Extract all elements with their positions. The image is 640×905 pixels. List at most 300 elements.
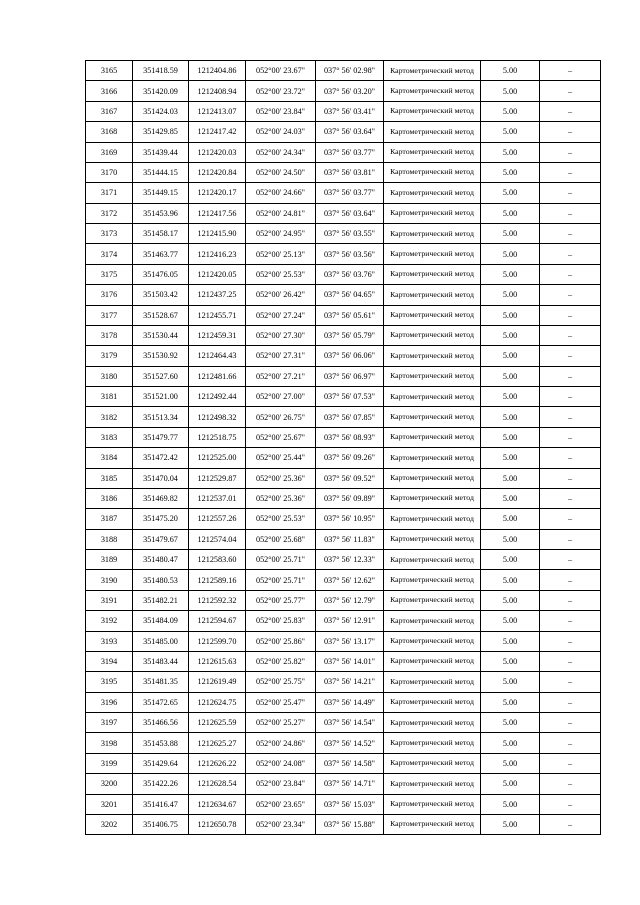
longitude-cell: 037° 56' 06.97" bbox=[316, 366, 384, 386]
table-row bbox=[86, 590, 601, 610]
note-cell: – bbox=[540, 651, 601, 671]
table-row bbox=[86, 142, 601, 162]
longitude-cell: 037° 56' 14.01" bbox=[316, 651, 384, 671]
note-cell: – bbox=[540, 427, 601, 447]
longitude-cell: 037° 56' 14.21" bbox=[316, 672, 384, 692]
note-cell: – bbox=[540, 81, 601, 101]
coordinate-table bbox=[85, 60, 601, 835]
y-coordinate-cell: 1212557.26 bbox=[189, 509, 246, 529]
latitude-cell: 052°00' 25.68" bbox=[246, 529, 316, 549]
method-cell: Картометрический метод bbox=[384, 448, 481, 468]
table-row bbox=[86, 713, 601, 733]
latitude-cell: 052°00' 25.27" bbox=[246, 713, 316, 733]
latitude-cell: 052°00' 24.81" bbox=[246, 203, 316, 223]
precision-cell: 5.00 bbox=[481, 631, 540, 651]
point-number-cell: 3169 bbox=[86, 142, 133, 162]
precision-cell: 5.00 bbox=[481, 101, 540, 121]
note-cell: – bbox=[540, 346, 601, 366]
note-cell: – bbox=[540, 122, 601, 142]
x-coordinate-cell: 351483.44 bbox=[133, 651, 189, 671]
longitude-cell: 037° 56' 03.77" bbox=[316, 183, 384, 203]
table-row bbox=[86, 651, 601, 671]
latitude-cell: 052°00' 25.36" bbox=[246, 488, 316, 508]
precision-cell: 5.00 bbox=[481, 611, 540, 631]
method-cell: Картометрический метод bbox=[384, 101, 481, 121]
latitude-cell: 052°00' 24.03" bbox=[246, 122, 316, 142]
precision-cell: 5.00 bbox=[481, 305, 540, 325]
x-coordinate-cell: 351469.82 bbox=[133, 488, 189, 508]
method-cell: Картометрический метод bbox=[384, 305, 481, 325]
note-cell: – bbox=[540, 590, 601, 610]
y-coordinate-cell: 1212498.32 bbox=[189, 407, 246, 427]
coordinate-table-page bbox=[85, 60, 600, 835]
x-coordinate-cell: 351406.75 bbox=[133, 814, 189, 834]
latitude-cell: 052°00' 25.67" bbox=[246, 427, 316, 447]
method-cell: Картометрический метод bbox=[384, 203, 481, 223]
precision-cell: 5.00 bbox=[481, 672, 540, 692]
y-coordinate-cell: 1212404.86 bbox=[189, 61, 246, 81]
method-cell: Картометрический метод bbox=[384, 142, 481, 162]
y-coordinate-cell: 1212420.17 bbox=[189, 183, 246, 203]
x-coordinate-cell: 351530.44 bbox=[133, 325, 189, 345]
point-number-cell: 3175 bbox=[86, 264, 133, 284]
latitude-cell: 052°00' 27.30" bbox=[246, 325, 316, 345]
precision-cell: 5.00 bbox=[481, 203, 540, 223]
precision-cell: 5.00 bbox=[481, 366, 540, 386]
latitude-cell: 052°00' 23.72" bbox=[246, 81, 316, 101]
precision-cell: 5.00 bbox=[481, 162, 540, 182]
point-number-cell: 3195 bbox=[86, 672, 133, 692]
table-row bbox=[86, 427, 601, 447]
x-coordinate-cell: 351453.88 bbox=[133, 733, 189, 753]
note-cell: – bbox=[540, 366, 601, 386]
precision-cell: 5.00 bbox=[481, 651, 540, 671]
y-coordinate-cell: 1212619.49 bbox=[189, 672, 246, 692]
precision-cell: 5.00 bbox=[481, 264, 540, 284]
longitude-cell: 037° 56' 12.91" bbox=[316, 611, 384, 631]
note-cell: – bbox=[540, 101, 601, 121]
precision-cell: 5.00 bbox=[481, 224, 540, 244]
y-coordinate-cell: 1212416.23 bbox=[189, 244, 246, 264]
note-cell: – bbox=[540, 672, 601, 692]
note-cell: – bbox=[540, 550, 601, 570]
method-cell: Картометрический метод bbox=[384, 61, 481, 81]
longitude-cell: 037° 56' 03.64" bbox=[316, 203, 384, 223]
precision-cell: 5.00 bbox=[481, 142, 540, 162]
table-row bbox=[86, 183, 601, 203]
latitude-cell: 052°00' 27.21" bbox=[246, 366, 316, 386]
y-coordinate-cell: 1212589.16 bbox=[189, 570, 246, 590]
latitude-cell: 052°00' 25.71" bbox=[246, 550, 316, 570]
method-cell: Картометрический метод bbox=[384, 407, 481, 427]
note-cell: – bbox=[540, 692, 601, 712]
precision-cell: 5.00 bbox=[481, 61, 540, 81]
coordinate-table-body bbox=[86, 61, 601, 835]
table-row bbox=[86, 550, 601, 570]
table-row bbox=[86, 244, 601, 264]
latitude-cell: 052°00' 25.75" bbox=[246, 672, 316, 692]
y-coordinate-cell: 1212459.31 bbox=[189, 325, 246, 345]
point-number-cell: 3192 bbox=[86, 611, 133, 631]
y-coordinate-cell: 1212650.78 bbox=[189, 814, 246, 834]
latitude-cell: 052°00' 27.24" bbox=[246, 305, 316, 325]
method-cell: Картометрический метод bbox=[384, 713, 481, 733]
note-cell: – bbox=[540, 774, 601, 794]
point-number-cell: 3191 bbox=[86, 590, 133, 610]
table-row bbox=[86, 387, 601, 407]
point-number-cell: 3165 bbox=[86, 61, 133, 81]
x-coordinate-cell: 351530.92 bbox=[133, 346, 189, 366]
y-coordinate-cell: 1212594.67 bbox=[189, 611, 246, 631]
x-coordinate-cell: 351503.42 bbox=[133, 285, 189, 305]
longitude-cell: 037° 56' 15.03" bbox=[316, 794, 384, 814]
method-cell: Картометрический метод bbox=[384, 529, 481, 549]
method-cell: Картометрический метод bbox=[384, 183, 481, 203]
y-coordinate-cell: 1212420.03 bbox=[189, 142, 246, 162]
note-cell: – bbox=[540, 325, 601, 345]
table-row bbox=[86, 692, 601, 712]
table-row bbox=[86, 733, 601, 753]
y-coordinate-cell: 1212415.90 bbox=[189, 224, 246, 244]
note-cell: – bbox=[540, 468, 601, 488]
note-cell: – bbox=[540, 794, 601, 814]
point-number-cell: 3180 bbox=[86, 366, 133, 386]
latitude-cell: 052°00' 23.84" bbox=[246, 774, 316, 794]
y-coordinate-cell: 1212417.42 bbox=[189, 122, 246, 142]
note-cell: – bbox=[540, 407, 601, 427]
y-coordinate-cell: 1212628.54 bbox=[189, 774, 246, 794]
table-row bbox=[86, 631, 601, 651]
latitude-cell: 052°00' 27.31" bbox=[246, 346, 316, 366]
y-coordinate-cell: 1212583.60 bbox=[189, 550, 246, 570]
note-cell: – bbox=[540, 61, 601, 81]
method-cell: Картометрический метод bbox=[384, 814, 481, 834]
precision-cell: 5.00 bbox=[481, 529, 540, 549]
x-coordinate-cell: 351528.67 bbox=[133, 305, 189, 325]
longitude-cell: 037° 56' 07.53" bbox=[316, 387, 384, 407]
longitude-cell: 037° 56' 11.83" bbox=[316, 529, 384, 549]
note-cell: – bbox=[540, 203, 601, 223]
longitude-cell: 037° 56' 12.33" bbox=[316, 550, 384, 570]
y-coordinate-cell: 1212624.75 bbox=[189, 692, 246, 712]
x-coordinate-cell: 351484.09 bbox=[133, 611, 189, 631]
x-coordinate-cell: 351480.47 bbox=[133, 550, 189, 570]
latitude-cell: 052°00' 23.34" bbox=[246, 814, 316, 834]
point-number-cell: 3198 bbox=[86, 733, 133, 753]
point-number-cell: 3186 bbox=[86, 488, 133, 508]
x-coordinate-cell: 351420.09 bbox=[133, 81, 189, 101]
note-cell: – bbox=[540, 733, 601, 753]
method-cell: Картометрический метод bbox=[384, 325, 481, 345]
table-row bbox=[86, 203, 601, 223]
longitude-cell: 037° 56' 03.76" bbox=[316, 264, 384, 284]
method-cell: Картометрический метод bbox=[384, 774, 481, 794]
note-cell: – bbox=[540, 509, 601, 529]
y-coordinate-cell: 1212420.05 bbox=[189, 264, 246, 284]
x-coordinate-cell: 351485.00 bbox=[133, 631, 189, 651]
point-number-cell: 3200 bbox=[86, 774, 133, 794]
method-cell: Картометрический метод bbox=[384, 590, 481, 610]
table-row bbox=[86, 305, 601, 325]
precision-cell: 5.00 bbox=[481, 570, 540, 590]
longitude-cell: 037° 56' 05.79" bbox=[316, 325, 384, 345]
note-cell: – bbox=[540, 183, 601, 203]
precision-cell: 5.00 bbox=[481, 285, 540, 305]
precision-cell: 5.00 bbox=[481, 325, 540, 345]
y-coordinate-cell: 1212615.63 bbox=[189, 651, 246, 671]
method-cell: Картометрический метод bbox=[384, 244, 481, 264]
method-cell: Картометрический метод bbox=[384, 753, 481, 773]
latitude-cell: 052°00' 24.66" bbox=[246, 183, 316, 203]
latitude-cell: 052°00' 24.34" bbox=[246, 142, 316, 162]
table-row bbox=[86, 570, 601, 590]
table-row bbox=[86, 468, 601, 488]
table-row bbox=[86, 529, 601, 549]
latitude-cell: 052°00' 25.44" bbox=[246, 448, 316, 468]
note-cell: – bbox=[540, 305, 601, 325]
x-coordinate-cell: 351416.47 bbox=[133, 794, 189, 814]
method-cell: Картометрический метод bbox=[384, 651, 481, 671]
x-coordinate-cell: 351480.53 bbox=[133, 570, 189, 590]
longitude-cell: 037° 56' 03.41" bbox=[316, 101, 384, 121]
longitude-cell: 037° 56' 13.17" bbox=[316, 631, 384, 651]
longitude-cell: 037° 56' 09.89" bbox=[316, 488, 384, 508]
x-coordinate-cell: 351481.35 bbox=[133, 672, 189, 692]
point-number-cell: 3173 bbox=[86, 224, 133, 244]
x-coordinate-cell: 351458.17 bbox=[133, 224, 189, 244]
table-row bbox=[86, 407, 601, 427]
precision-cell: 5.00 bbox=[481, 407, 540, 427]
x-coordinate-cell: 351472.65 bbox=[133, 692, 189, 712]
x-coordinate-cell: 351424.03 bbox=[133, 101, 189, 121]
point-number-cell: 3189 bbox=[86, 550, 133, 570]
longitude-cell: 037° 56' 09.52" bbox=[316, 468, 384, 488]
latitude-cell: 052°00' 23.67" bbox=[246, 61, 316, 81]
y-coordinate-cell: 1212626.22 bbox=[189, 753, 246, 773]
table-row bbox=[86, 509, 601, 529]
method-cell: Картометрический метод bbox=[384, 81, 481, 101]
latitude-cell: 052°00' 24.95" bbox=[246, 224, 316, 244]
y-coordinate-cell: 1212529.87 bbox=[189, 468, 246, 488]
y-coordinate-cell: 1212599.70 bbox=[189, 631, 246, 651]
method-cell: Картометрический метод bbox=[384, 285, 481, 305]
point-number-cell: 3201 bbox=[86, 794, 133, 814]
longitude-cell: 037° 56' 03.81" bbox=[316, 162, 384, 182]
point-number-cell: 3199 bbox=[86, 753, 133, 773]
latitude-cell: 052°00' 25.53" bbox=[246, 509, 316, 529]
longitude-cell: 037° 56' 03.20" bbox=[316, 81, 384, 101]
y-coordinate-cell: 1212455.71 bbox=[189, 305, 246, 325]
note-cell: – bbox=[540, 387, 601, 407]
latitude-cell: 052°00' 25.77" bbox=[246, 590, 316, 610]
precision-cell: 5.00 bbox=[481, 814, 540, 834]
longitude-cell: 037° 56' 14.58" bbox=[316, 753, 384, 773]
method-cell: Картометрический метод bbox=[384, 162, 481, 182]
latitude-cell: 052°00' 25.82" bbox=[246, 651, 316, 671]
method-cell: Картометрический метод bbox=[384, 550, 481, 570]
x-coordinate-cell: 351444.15 bbox=[133, 162, 189, 182]
table-row bbox=[86, 488, 601, 508]
precision-cell: 5.00 bbox=[481, 427, 540, 447]
latitude-cell: 052°00' 24.08" bbox=[246, 753, 316, 773]
point-number-cell: 3182 bbox=[86, 407, 133, 427]
longitude-cell: 037° 56' 14.49" bbox=[316, 692, 384, 712]
point-number-cell: 3190 bbox=[86, 570, 133, 590]
longitude-cell: 037° 56' 14.71" bbox=[316, 774, 384, 794]
latitude-cell: 052°00' 25.13" bbox=[246, 244, 316, 264]
y-coordinate-cell: 1212417.56 bbox=[189, 203, 246, 223]
point-number-cell: 3174 bbox=[86, 244, 133, 264]
longitude-cell: 037° 56' 09.26" bbox=[316, 448, 384, 468]
point-number-cell: 3194 bbox=[86, 651, 133, 671]
precision-cell: 5.00 bbox=[481, 468, 540, 488]
note-cell: – bbox=[540, 611, 601, 631]
latitude-cell: 052°00' 25.53" bbox=[246, 264, 316, 284]
x-coordinate-cell: 351527.60 bbox=[133, 366, 189, 386]
point-number-cell: 3196 bbox=[86, 692, 133, 712]
y-coordinate-cell: 1212525.00 bbox=[189, 448, 246, 468]
note-cell: – bbox=[540, 488, 601, 508]
note-cell: – bbox=[540, 142, 601, 162]
longitude-cell: 037° 56' 05.61" bbox=[316, 305, 384, 325]
table-row bbox=[86, 611, 601, 631]
y-coordinate-cell: 1212625.59 bbox=[189, 713, 246, 733]
latitude-cell: 052°00' 25.47" bbox=[246, 692, 316, 712]
point-number-cell: 3170 bbox=[86, 162, 133, 182]
y-coordinate-cell: 1212625.27 bbox=[189, 733, 246, 753]
y-coordinate-cell: 1212492.44 bbox=[189, 387, 246, 407]
point-number-cell: 3177 bbox=[86, 305, 133, 325]
point-number-cell: 3202 bbox=[86, 814, 133, 834]
precision-cell: 5.00 bbox=[481, 448, 540, 468]
point-number-cell: 3188 bbox=[86, 529, 133, 549]
latitude-cell: 052°00' 25.83" bbox=[246, 611, 316, 631]
precision-cell: 5.00 bbox=[481, 774, 540, 794]
note-cell: – bbox=[540, 814, 601, 834]
note-cell: – bbox=[540, 713, 601, 733]
precision-cell: 5.00 bbox=[481, 346, 540, 366]
x-coordinate-cell: 351463.77 bbox=[133, 244, 189, 264]
table-row bbox=[86, 162, 601, 182]
table-row bbox=[86, 814, 601, 834]
table-row bbox=[86, 122, 601, 142]
precision-cell: 5.00 bbox=[481, 488, 540, 508]
table-row bbox=[86, 794, 601, 814]
point-number-cell: 3172 bbox=[86, 203, 133, 223]
note-cell: – bbox=[540, 264, 601, 284]
point-number-cell: 3193 bbox=[86, 631, 133, 651]
precision-cell: 5.00 bbox=[481, 183, 540, 203]
method-cell: Картометрический метод bbox=[384, 692, 481, 712]
x-coordinate-cell: 351476.05 bbox=[133, 264, 189, 284]
note-cell: – bbox=[540, 631, 601, 651]
precision-cell: 5.00 bbox=[481, 244, 540, 264]
precision-cell: 5.00 bbox=[481, 387, 540, 407]
table-row bbox=[86, 346, 601, 366]
y-coordinate-cell: 1212420.84 bbox=[189, 162, 246, 182]
x-coordinate-cell: 351453.96 bbox=[133, 203, 189, 223]
longitude-cell: 037° 56' 03.77" bbox=[316, 142, 384, 162]
method-cell: Картометрический метод bbox=[384, 672, 481, 692]
precision-cell: 5.00 bbox=[481, 122, 540, 142]
note-cell: – bbox=[540, 224, 601, 244]
x-coordinate-cell: 351470.04 bbox=[133, 468, 189, 488]
x-coordinate-cell: 351479.67 bbox=[133, 529, 189, 549]
longitude-cell: 037° 56' 03.55" bbox=[316, 224, 384, 244]
longitude-cell: 037° 56' 03.56" bbox=[316, 244, 384, 264]
method-cell: Картометрический метод bbox=[384, 346, 481, 366]
table-row bbox=[86, 672, 601, 692]
table-row bbox=[86, 101, 601, 121]
longitude-cell: 037° 56' 03.64" bbox=[316, 122, 384, 142]
precision-cell: 5.00 bbox=[481, 590, 540, 610]
longitude-cell: 037° 56' 04.65" bbox=[316, 285, 384, 305]
precision-cell: 5.00 bbox=[481, 753, 540, 773]
method-cell: Картометрический метод bbox=[384, 122, 481, 142]
latitude-cell: 052°00' 24.86" bbox=[246, 733, 316, 753]
point-number-cell: 3166 bbox=[86, 81, 133, 101]
point-number-cell: 3167 bbox=[86, 101, 133, 121]
table-row bbox=[86, 366, 601, 386]
precision-cell: 5.00 bbox=[481, 733, 540, 753]
latitude-cell: 052°00' 25.36" bbox=[246, 468, 316, 488]
latitude-cell: 052°00' 26.75" bbox=[246, 407, 316, 427]
precision-cell: 5.00 bbox=[481, 509, 540, 529]
latitude-cell: 052°00' 26.42" bbox=[246, 285, 316, 305]
y-coordinate-cell: 1212413.07 bbox=[189, 101, 246, 121]
longitude-cell: 037° 56' 10.95" bbox=[316, 509, 384, 529]
precision-cell: 5.00 bbox=[481, 692, 540, 712]
latitude-cell: 052°00' 23.65" bbox=[246, 794, 316, 814]
latitude-cell: 052°00' 25.71" bbox=[246, 570, 316, 590]
point-number-cell: 3179 bbox=[86, 346, 133, 366]
y-coordinate-cell: 1212408.94 bbox=[189, 81, 246, 101]
longitude-cell: 037° 56' 06.06" bbox=[316, 346, 384, 366]
method-cell: Картометрический метод bbox=[384, 387, 481, 407]
point-number-cell: 3184 bbox=[86, 448, 133, 468]
longitude-cell: 037° 56' 02.98" bbox=[316, 61, 384, 81]
table-row bbox=[86, 325, 601, 345]
point-number-cell: 3181 bbox=[86, 387, 133, 407]
table-row bbox=[86, 61, 601, 81]
y-coordinate-cell: 1212592.32 bbox=[189, 590, 246, 610]
note-cell: – bbox=[540, 448, 601, 468]
point-number-cell: 3171 bbox=[86, 183, 133, 203]
longitude-cell: 037° 56' 12.79" bbox=[316, 590, 384, 610]
x-coordinate-cell: 351418.59 bbox=[133, 61, 189, 81]
table-row bbox=[86, 264, 601, 284]
y-coordinate-cell: 1212518.75 bbox=[189, 427, 246, 447]
longitude-cell: 037° 56' 14.52" bbox=[316, 733, 384, 753]
method-cell: Картометрический метод bbox=[384, 488, 481, 508]
y-coordinate-cell: 1212464.43 bbox=[189, 346, 246, 366]
x-coordinate-cell: 351475.20 bbox=[133, 509, 189, 529]
point-number-cell: 3187 bbox=[86, 509, 133, 529]
x-coordinate-cell: 351429.85 bbox=[133, 122, 189, 142]
precision-cell: 5.00 bbox=[481, 550, 540, 570]
longitude-cell: 037° 56' 12.62" bbox=[316, 570, 384, 590]
method-cell: Картометрический метод bbox=[384, 468, 481, 488]
x-coordinate-cell: 351482.21 bbox=[133, 590, 189, 610]
x-coordinate-cell: 351449.15 bbox=[133, 183, 189, 203]
note-cell: – bbox=[540, 285, 601, 305]
y-coordinate-cell: 1212634.67 bbox=[189, 794, 246, 814]
x-coordinate-cell: 351513.34 bbox=[133, 407, 189, 427]
point-number-cell: 3185 bbox=[86, 468, 133, 488]
longitude-cell: 037° 56' 07.85" bbox=[316, 407, 384, 427]
method-cell: Картометрический метод bbox=[384, 570, 481, 590]
table-row bbox=[86, 774, 601, 794]
